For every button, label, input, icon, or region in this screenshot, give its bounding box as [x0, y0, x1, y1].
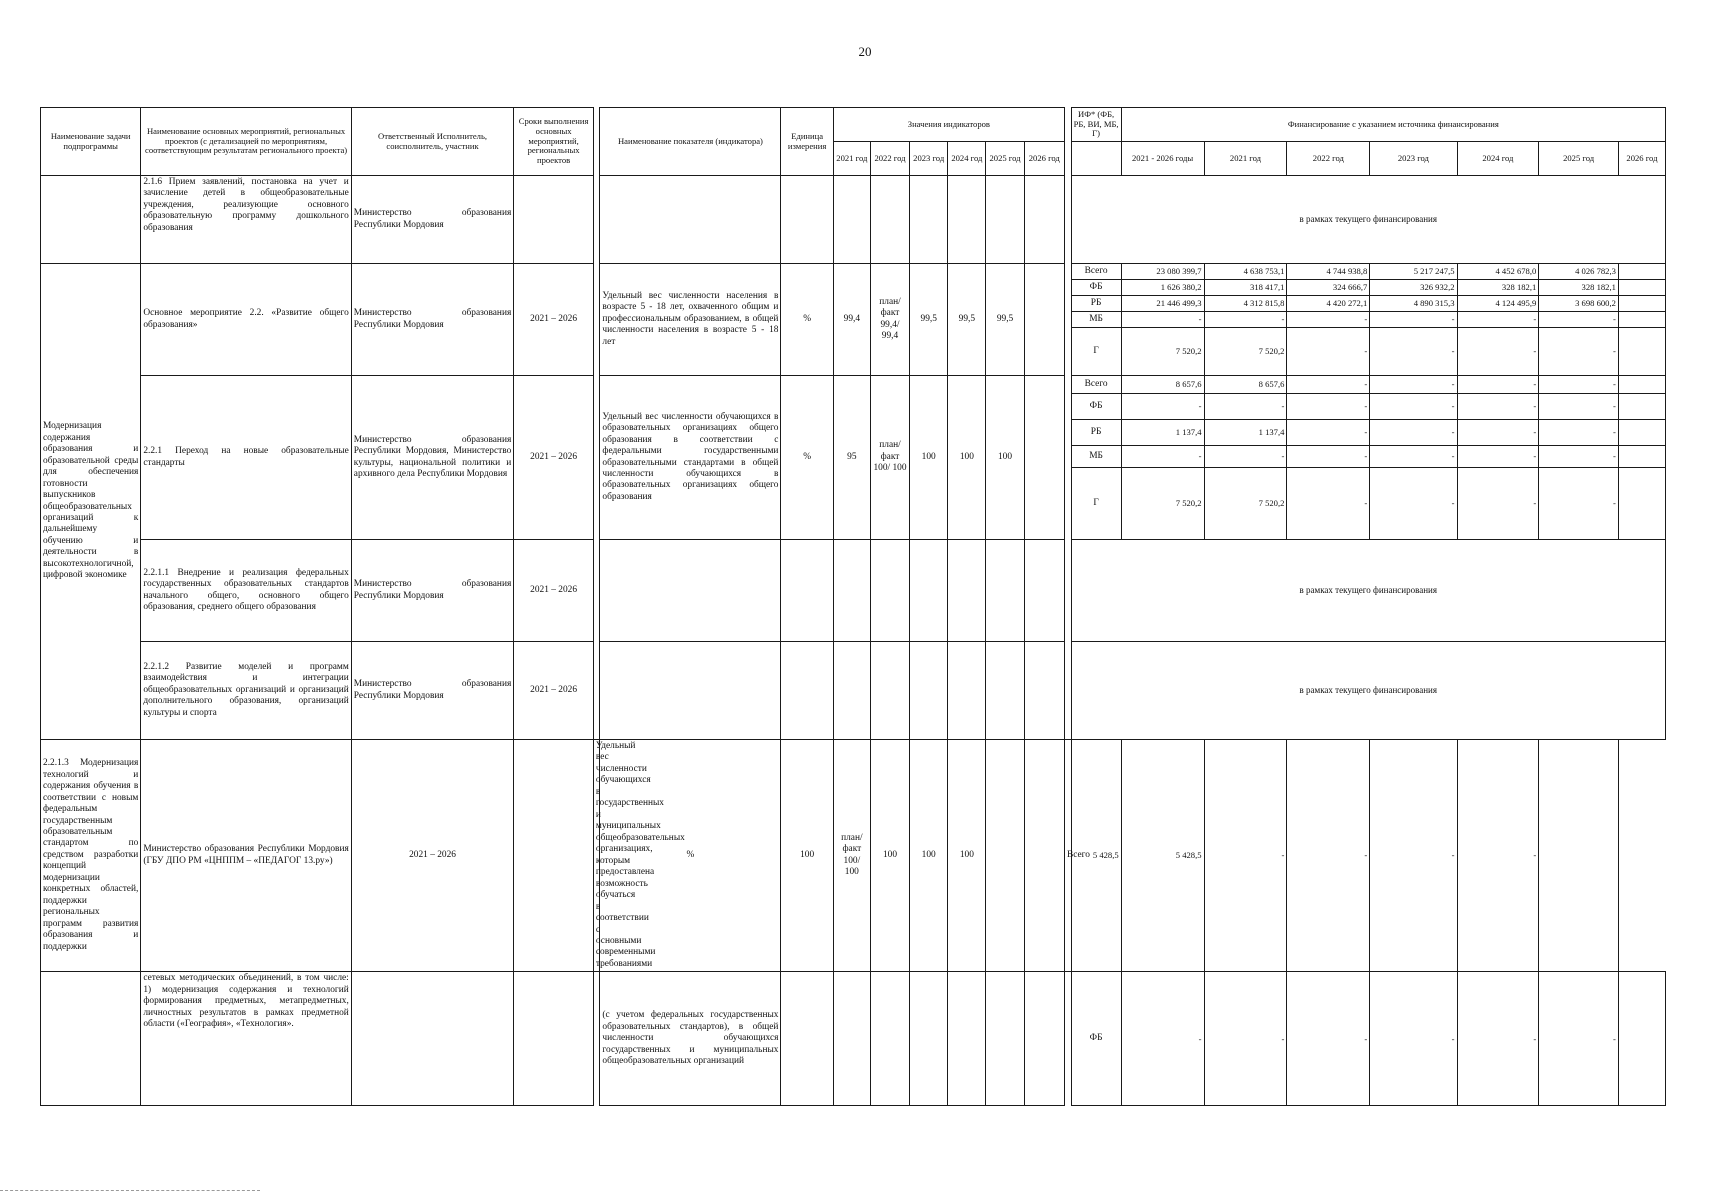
fin-cell: 7 520,2 — [1204, 328, 1287, 376]
fin-cell — [1618, 468, 1665, 540]
header-fin-year: 2021 год — [1204, 142, 1287, 176]
fin-cell: - — [1287, 468, 1370, 540]
header-task: Наименование задачи подпрограммы — [41, 108, 141, 176]
fin-cell: - — [1121, 446, 1204, 468]
fin-cell: 4 312 815,8 — [1204, 296, 1287, 312]
indicator-cell: Удельный вес численности населения в возрасте 5 - 18 лет, охваченного общим и профессиональным образованием, в общей численности населения в возрасте 5 - 18 лет — [600, 264, 781, 376]
value-cell: 99,5 — [986, 264, 1024, 376]
source-cell: Г — [1071, 328, 1121, 376]
scan-artifact-line — [0, 1190, 260, 1191]
fin-cell: - — [1539, 376, 1619, 394]
fin-cell: - — [1457, 394, 1539, 420]
header-fin-year: 2023 год — [1370, 142, 1457, 176]
fin-cell — [1618, 312, 1665, 328]
executor-cell: Министерство образования Республики Мордовия — [351, 264, 513, 376]
executor-cell: Министерство образования Республики Мордовия — [351, 540, 513, 642]
header-fin-year: 2024 год — [1457, 142, 1539, 176]
terms-cell: 2021 – 2026 — [514, 264, 594, 376]
value-cell: план/ факт 100/ 100 — [870, 376, 909, 540]
table-row — [41, 376, 1666, 394]
fin-cell: 4 638 753,1 — [1204, 264, 1287, 280]
header-year: 2025 год — [986, 142, 1024, 176]
fin-cell: - — [1287, 740, 1370, 972]
fin-cell: 5 217 247,5 — [1370, 264, 1457, 280]
terms-cell: 2021 – 2026 — [514, 540, 594, 642]
fin-cell — [1539, 740, 1619, 972]
executor-cell: Министерство образования Республики Мордовия, Министерство культуры, национальной политики и архивного дела Республики Мордовия — [351, 376, 513, 540]
fin-cell: - — [1204, 740, 1287, 972]
fin-cell — [1618, 420, 1665, 446]
header-fin-year: 2026 год — [1618, 142, 1665, 176]
header-source: ИФ* (ФБ, РБ, ВИ, МБ, Г) — [1071, 108, 1121, 142]
fin-cell: 4 890 315,3 — [1370, 296, 1457, 312]
fin-cell: 1 137,4 — [1204, 420, 1287, 446]
source-cell: Г — [1071, 468, 1121, 540]
table-row — [41, 740, 1666, 972]
fin-cell: - — [1370, 468, 1457, 540]
fin-cell: 5 428,5 — [1071, 740, 1121, 972]
source-cell: Всего — [1064, 740, 1071, 972]
table-row — [41, 176, 1666, 264]
header-year: 2022 год — [870, 142, 909, 176]
fin-cell: - — [1457, 740, 1539, 972]
indicator-cell: Удельный вес численности обучающихся в образовательных организациях общего образования в соответствии с федеральными государственными образовательными стандартами в общей численности обучающихся в образовательных организациях общего образования — [600, 376, 781, 540]
fin-cell: - — [1121, 972, 1204, 1106]
fin-cell: - — [1287, 328, 1370, 376]
value-cell: 100 — [910, 740, 948, 972]
fin-cell: 324 666,7 — [1287, 280, 1370, 296]
value-cell — [1024, 376, 1064, 540]
value-cell: 95 — [833, 376, 870, 540]
fin-cell: - — [1370, 740, 1457, 972]
event-cell: 2.1.6 Прием заявлений, постановка на учет и зачисление детей в общеобразовательные учреждения, реализующие основного образовательную программу дошкольного образования — [141, 176, 351, 264]
fin-cell — [1618, 328, 1665, 376]
fin-cell: - — [1287, 446, 1370, 468]
table-row — [41, 972, 1666, 1106]
fin-cell: - — [1457, 446, 1539, 468]
source-cell: МБ — [1071, 446, 1121, 468]
fin-cell: - — [1370, 328, 1457, 376]
fin-cell — [1618, 296, 1665, 312]
fin-cell: - — [1457, 420, 1539, 446]
fin-cell: - — [1457, 376, 1539, 394]
fin-cell: - — [1539, 394, 1619, 420]
fin-cell: 5 428,5 — [1121, 740, 1204, 972]
fin-cell: - — [1287, 394, 1370, 420]
fin-cell: 326 932,2 — [1370, 280, 1457, 296]
fin-cell — [1618, 264, 1665, 280]
financing-note: в рамках текущего финансирования — [1071, 176, 1666, 264]
fin-cell: - — [1457, 972, 1539, 1106]
fin-cell: - — [1204, 446, 1287, 468]
header-year: 2026 год — [1024, 142, 1064, 176]
event-cell: 2.2.1.2 Развитие моделей и программ взаимодействия и интеграции общеобразовательных организаций и организаций дополнительного образования, организаций культуры и спорта — [141, 642, 351, 740]
fin-cell: 1 626 380,2 — [1121, 280, 1204, 296]
fin-cell: - — [1539, 972, 1619, 1106]
header-indicator-values: Значения индикаторов — [833, 108, 1064, 142]
fin-cell: - — [1539, 312, 1619, 328]
source-cell: РБ — [1071, 296, 1121, 312]
header-year: 2024 год — [948, 142, 986, 176]
value-cell: 100 — [781, 740, 833, 972]
value-cell — [986, 740, 1024, 972]
fin-cell — [1618, 394, 1665, 420]
header-fin-year: 2022 год — [1287, 142, 1370, 176]
value-cell: 100 — [948, 740, 986, 972]
table-row — [41, 642, 1666, 740]
source-cell: ФБ — [1071, 280, 1121, 296]
fin-cell: 1 137,4 — [1121, 420, 1204, 446]
header-indicator: Наименование показателя (индикатора) — [600, 108, 781, 176]
fin-cell: 7 520,2 — [1204, 468, 1287, 540]
table-row — [41, 264, 1666, 280]
value-cell: 100 — [910, 376, 948, 540]
header-terms: Сроки выполнения основных мероприятий, региональных проектов — [514, 108, 594, 176]
value-cell: 100 — [870, 740, 909, 972]
fin-cell: 4 744 938,8 — [1287, 264, 1370, 280]
fin-cell: 7 520,2 — [1121, 328, 1204, 376]
value-cell: план/ факт 99,4/ 99,4 — [870, 264, 909, 376]
header-unit: Единица измерения — [781, 108, 833, 176]
fin-cell: - — [1204, 972, 1287, 1106]
fin-cell: - — [1539, 446, 1619, 468]
event-cell: 2.2.1.1 Внедрение и реализация федеральных государственных образовательных стандартов начального общего, основного общего образования, среднего общего образования — [141, 540, 351, 642]
fin-cell: - — [1121, 394, 1204, 420]
terms-cell: 2021 – 2026 — [514, 642, 594, 740]
executor-cell: Министерство образования Республики Мордовия (ГБУ ДПО РМ «ЦНППМ – «ПЕДАГОГ 13.ру») — [141, 740, 351, 972]
source-cell: РБ — [1071, 420, 1121, 446]
table-row — [41, 540, 1666, 642]
fin-cell: - — [1370, 420, 1457, 446]
unit-cell: % — [781, 376, 833, 540]
task-cell: Модернизация содержания образования и образовательной среды для обеспечения готовности выпускников общеобразовательных организаций к дальнейшему обучению и деятельности в высокотехнологичной, цифровой экономике — [41, 264, 141, 740]
fin-cell: - — [1204, 394, 1287, 420]
value-cell: 99,4 — [833, 264, 870, 376]
page-number: 20 — [858, 44, 872, 59]
source-cell: Всего — [1071, 264, 1121, 280]
fin-cell: 328 182,1 — [1539, 280, 1619, 296]
fin-cell — [1618, 446, 1665, 468]
fin-cell: - — [1457, 468, 1539, 540]
fin-cell: 4 452 678,0 — [1457, 264, 1539, 280]
value-cell: 100 — [986, 376, 1024, 540]
value-cell: план/ факт 100/ 100 — [833, 740, 870, 972]
indicator-cell: Удельный вес численности обучающихся в государственных и муниципальных общеобразовательных организациях, которым предоставлена возможность обучаться в соответствии с основными современными требованиями — [593, 740, 600, 972]
event-cell: Основное мероприятие 2.2. «Развитие общего образования» — [141, 264, 351, 376]
terms-cell: 2021 – 2026 — [514, 376, 594, 540]
fin-cell: - — [1539, 420, 1619, 446]
fin-cell: - — [1287, 972, 1370, 1106]
header-year: 2023 год — [910, 142, 948, 176]
source-cell: ФБ — [1071, 394, 1121, 420]
value-cell: 100 — [948, 376, 986, 540]
fin-cell: 4 420 272,1 — [1287, 296, 1370, 312]
fin-cell: - — [1287, 312, 1370, 328]
source-cell: МБ — [1071, 312, 1121, 328]
financing-note: в рамках текущего финансирования — [1071, 540, 1666, 642]
fin-cell — [1618, 972, 1665, 1106]
fin-cell: - — [1370, 446, 1457, 468]
program-table — [40, 107, 1666, 1106]
terms-cell: 2021 – 2026 — [351, 740, 513, 972]
fin-cell: 8 657,6 — [1121, 376, 1204, 394]
fin-cell: - — [1539, 468, 1619, 540]
indicator-cell: (с учетом федеральных государственных образовательных стандартов), в общей численности обучающихся государственных и муниципальных общеобразовательных организаций — [600, 972, 781, 1106]
header-year: 2021 год — [833, 142, 870, 176]
event-cell: сетевых методических объединений, в том числе: 1) модернизация содержания и технологий формирования предметных, метапредметных, личностных результатов в рамках предметной области («География», «Технология». — [141, 972, 351, 1106]
header-executor: Ответственный Исполнитель, соисполнитель, участник — [351, 108, 513, 176]
fin-cell: - — [1370, 972, 1457, 1106]
fin-cell: 7 520,2 — [1121, 468, 1204, 540]
value-cell — [1024, 264, 1064, 376]
fin-cell: 3 698 600,2 — [1539, 296, 1619, 312]
executor-cell: Министерство образования Республики Мордовия — [351, 642, 513, 740]
fin-cell: 328 182,1 — [1457, 280, 1539, 296]
fin-cell: - — [1370, 394, 1457, 420]
fin-cell: 21 446 499,3 — [1121, 296, 1204, 312]
header-fin-year: 2021 - 2026 годы — [1121, 142, 1204, 176]
fin-cell: - — [1370, 376, 1457, 394]
fin-cell: - — [1457, 312, 1539, 328]
source-cell: ФБ — [1071, 972, 1121, 1106]
executor-cell: Министерство образования Республики Мордовия — [351, 176, 513, 264]
fin-cell: - — [1287, 376, 1370, 394]
header-financing: Финансирование с указанием источника финансирования — [1121, 108, 1665, 142]
unit-cell: % — [781, 264, 833, 376]
fin-cell — [1618, 376, 1665, 394]
header-fin-year: 2025 год — [1539, 142, 1619, 176]
fin-cell: - — [1457, 328, 1539, 376]
fin-cell: 8 657,6 — [1204, 376, 1287, 394]
fin-cell — [1618, 280, 1665, 296]
source-cell: Всего — [1071, 376, 1121, 394]
value-cell: 99,5 — [910, 264, 948, 376]
fin-cell: - — [1204, 312, 1287, 328]
fin-cell: 4 124 495,9 — [1457, 296, 1539, 312]
fin-cell: 4 026 782,3 — [1539, 264, 1619, 280]
value-cell: 99,5 — [948, 264, 986, 376]
fin-cell: - — [1121, 312, 1204, 328]
fin-cell: 318 417,1 — [1204, 280, 1287, 296]
event-cell: 2.2.1 Переход на новые образовательные стандарты — [141, 376, 351, 540]
header-event: Наименование основных мероприятий, региональных проектов (с детализацией по мероприятиям, соответствующим результатам регионального проекта) — [141, 108, 351, 176]
financing-note: в рамках текущего финансирования — [1071, 642, 1666, 740]
event-cell: 2.2.1.3 Модернизация технологий и содержания обучения в соответствии с новым федеральным государственным образовательным стандартом по средством разработки концепций модернизации конкретных областей, поддержки региональных программ развития образования и поддержки — [41, 740, 141, 972]
fin-cell: 23 080 399,7 — [1121, 264, 1204, 280]
fin-cell: - — [1370, 312, 1457, 328]
fin-cell: - — [1287, 420, 1370, 446]
unit-cell: % — [600, 740, 781, 972]
fin-cell: - — [1539, 328, 1619, 376]
